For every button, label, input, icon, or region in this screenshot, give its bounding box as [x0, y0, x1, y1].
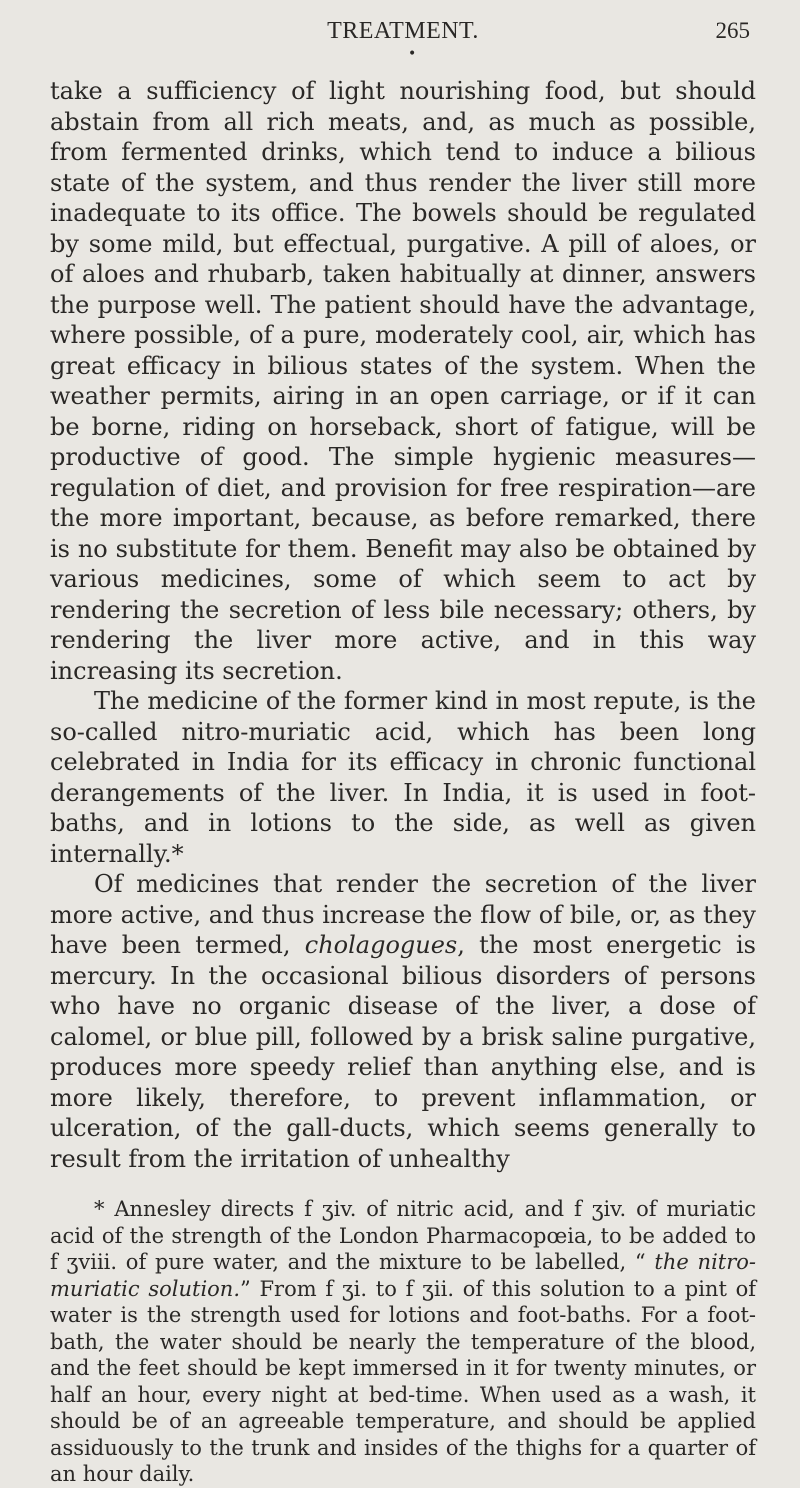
footnote-text: ” From f ʒi. to f ʒii. of this solution to a pint of water is the strength used for lotions and foot-baths. For a foot-bath, the water should be nearly the temperature of the blood, and the feet should be kept immersed in it for twenty minutes, or half an hour, every night at bed-time. When used as a wash, it should be of an agreeable temperature, and should be applied assiduously to the trunk and insides of the thighs for a quarter of an hour daily.: [50, 1276, 757, 1486]
paragraph: [50, 869, 756, 1174]
italic-term: cholagogues: [304, 931, 458, 959]
paragraph-text: The medicine of the former kind in most repute, is the so-called nitro-muriatic acid, which has been long celebrated in India for its efficacy in chronic functional derangements of the liver. In India, it is used in foot-baths, and in lotions to the side, as well as given internally.*: [50, 687, 756, 868]
running-head: [50, 18, 756, 66]
footnote: [50, 1196, 756, 1488]
paragraph: [50, 76, 756, 686]
paragraph-text: Of medicines that render the secretion of the liver more active, and thus increase the flow of bile, or, as they have been termed,: [50, 870, 756, 959]
body-text: [50, 76, 756, 1174]
ornament-mark: •: [408, 46, 417, 62]
paragraph-text: take a sufficiency of light nourishing food, but should abstain from all rich meats, and, as much as possible, from fermented drinks, which tend to induce a bilious state of the system, and thus render the liver still more inadequate to its office. The bowels should be regulated by some mild, but effectual, purgative. A pill of aloes, or of aloes and rhubarb, taken habitually at dinner, answers the purpose well. The patient should have the advantage, where possible, of a pure, moderately cool, air, which has great efficacy in bilious states of the system. When the weather permits, airing in an open carriage, or if it can be borne, riding on horseback, short of fatigue, will be productive of good. The simple hygienic measures—regulation of diet, and provision for free respiration—are the more important, because, as before remarked, there is no substitute for them. Benefit may also be obtained by various medicines, some of which seem to act by rendering the secretion of less bile necessary; others, by rendering the liver more active, and in this way increasing its secretion.: [50, 77, 756, 685]
footnote-text: * Annesley directs f ʒiv. of nitric acid, and f ʒiv. of muriatic acid of the strength of the London Pharmacopœia, to be added to f ʒviii. of pure water, and the mixture to be labelled, “: [50, 1197, 756, 1274]
paragraph-text: , the most energetic is mercury. In the occasional bilious disorders of persons who have no organic disease of the liver, a dose of calomel, or blue pill, followed by a brisk saline purgative, produces more speedy relief than anything else, and is more likely, therefore, to prevent inflammation, or ulceration, of the gall-ducts, which seems generally to result from the irritation of unhealthy: [50, 931, 756, 1173]
paragraph: [50, 686, 756, 869]
footnote-italic: the nitro-muriatic solution.: [50, 1250, 756, 1301]
running-title: TREATMENT.: [327, 18, 479, 44]
page-number: 265: [715, 18, 750, 43]
